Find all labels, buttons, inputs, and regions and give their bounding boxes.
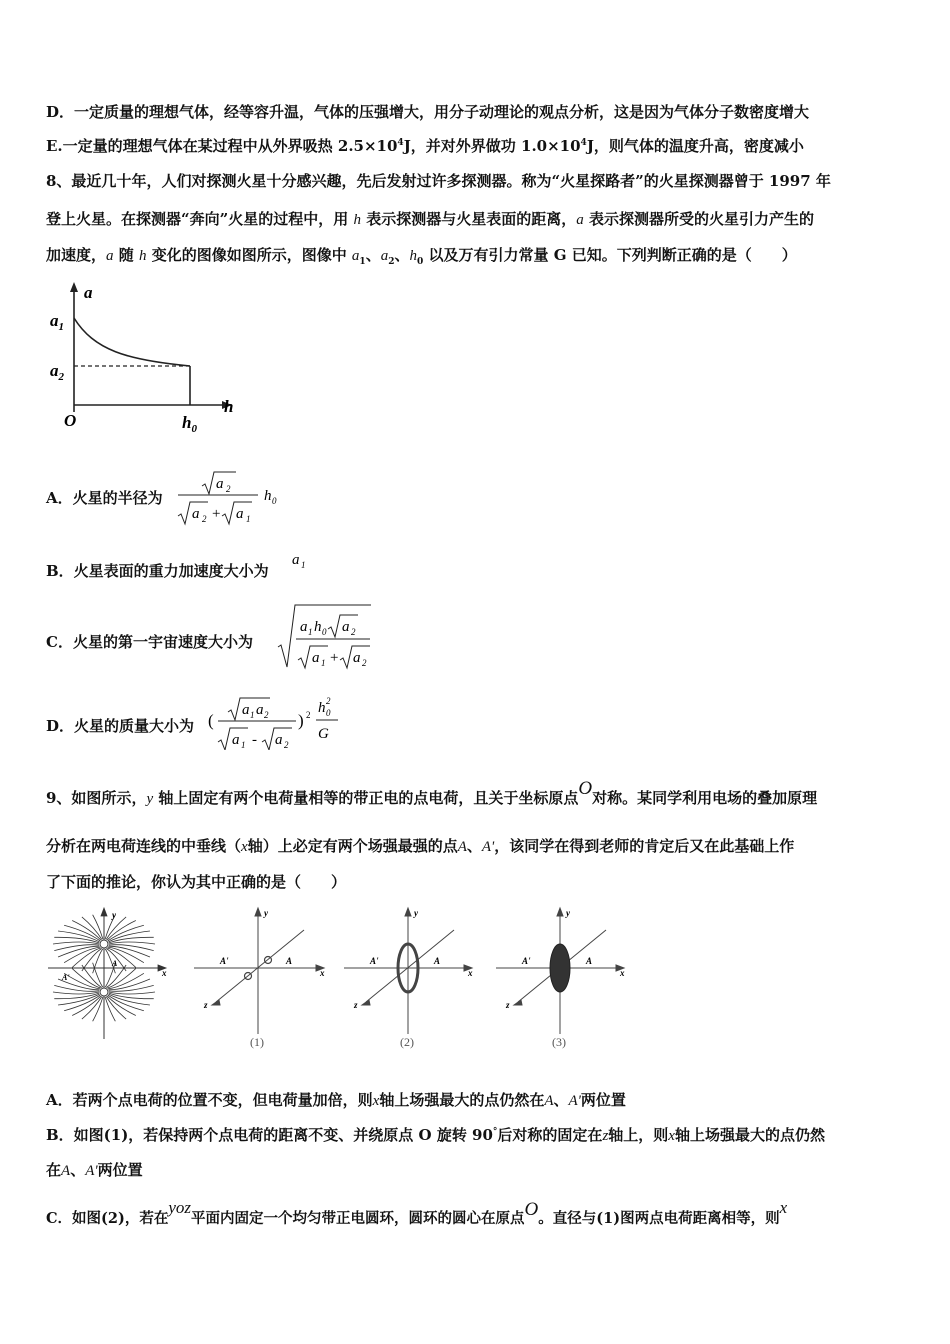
fig0-x-label: x	[162, 968, 167, 978]
svg-text:1: 1	[321, 658, 326, 668]
fig3-x-label: x	[620, 968, 625, 978]
field-line	[93, 997, 103, 1021]
q8-option-c: C．火星的第一宇宙速度大小为	[46, 633, 253, 651]
graph-a2: $a_2$	[50, 361, 64, 383]
svg-text:h: h	[314, 619, 322, 635]
svg-text:a: a	[242, 702, 250, 718]
svg-text:-: -	[252, 732, 257, 748]
svg-text:+: +	[212, 506, 221, 522]
svg-text:2: 2	[284, 740, 289, 750]
fig2-z-label: z	[354, 1000, 358, 1010]
fig2-A-label: A	[434, 956, 441, 966]
q9-option-b-cont: 在A、A'两位置	[46, 1161, 143, 1179]
fig2-A2-label: A'	[370, 956, 379, 966]
figure-3	[496, 908, 624, 1034]
svg-text:(: (	[208, 711, 214, 730]
field-line	[93, 915, 103, 939]
svg-text:a: a	[192, 506, 200, 522]
field-line	[53, 992, 99, 994]
fig1-x-label: x	[320, 968, 325, 978]
svg-text:0: 0	[272, 496, 277, 506]
fig0-y-label: y	[112, 910, 116, 920]
q9-option-a: A．若两个点电荷的位置不变，但电荷量加倍，则x轴上场强最大的点仍然在A、A'两位置	[46, 1091, 626, 1109]
svg-text:h: h	[318, 700, 326, 716]
svg-text:G: G	[318, 726, 329, 742]
svg-text:1: 1	[246, 514, 251, 524]
field-line	[93, 949, 103, 973]
fig3-A2-label: A'	[522, 956, 531, 966]
graph-origin: O	[64, 411, 77, 430]
svg-text:2: 2	[202, 514, 207, 524]
q8-option-a: A．火星的半径为	[46, 489, 163, 507]
q8-option-d-formula	[206, 688, 346, 750]
svg-text:0: 0	[322, 627, 327, 637]
fig1-A-label: A	[286, 956, 293, 966]
svg-text:h: h	[264, 488, 272, 504]
graph-x-label: h	[224, 397, 234, 416]
q9-option-b: B．如图(1)，若保持两个点电荷的距离不变、并绕原点 O 旋转 90°后对称的固定在z轴上，则x轴上场强最大的点仍然	[46, 1126, 825, 1144]
field-line	[109, 942, 155, 944]
q8-option-b-formula	[290, 550, 314, 576]
fig2-x-label: x	[468, 968, 473, 978]
fig2-caption: (2)	[400, 1035, 414, 1049]
svg-text:a: a	[256, 702, 264, 718]
svg-text:2: 2	[264, 710, 269, 720]
svg-text:a: a	[353, 650, 361, 666]
svg-text:2: 2	[306, 710, 311, 720]
svg-text:a: a	[232, 732, 240, 748]
q8-option-a-formula	[176, 460, 286, 526]
q8-option-b: B．火星表面的重力加速度大小为	[46, 562, 269, 580]
field-line	[105, 997, 115, 1021]
graph-h0: $h_0$	[182, 413, 197, 435]
svg-text:1: 1	[250, 710, 255, 720]
field-line	[53, 942, 99, 944]
svg-text:0: 0	[326, 708, 331, 718]
svg-text:2: 2	[226, 484, 231, 494]
svg-text:a: a	[342, 619, 350, 635]
q9-figures	[44, 904, 644, 1054]
svg-text:a: a	[216, 476, 224, 492]
q8-graph	[46, 280, 246, 440]
fig1-z-label: z	[204, 1000, 208, 1010]
q8-stem-line1: 8、最近几十年，人们对探测火星十分感兴趣，先后发射过许多探测器。称为“火星探路者”的火星探测器曾于 1997 年	[46, 172, 831, 190]
svg-text:a: a	[292, 552, 300, 568]
q8-stem-line2: 登上火星。在探测器“奔向”火星的过程中，用 h 表示探测器与火星表面的距离，a 表示探测器所受的火星引力产生的	[46, 210, 814, 228]
fig3-A-label: A	[586, 956, 593, 966]
graph-a1: $a_1$	[50, 311, 64, 333]
svg-text:2: 2	[362, 658, 367, 668]
graph-curve	[74, 318, 190, 366]
q9-stem-line2: 分析在两电荷连线的中垂线（x轴）上必定有两个场强最强的点A、A'，该同学在得到老师的肯定后又在此基础上作	[46, 837, 795, 855]
field-line	[109, 992, 155, 994]
field-line	[93, 963, 103, 987]
fig0-A2-label: A'	[62, 973, 70, 982]
q7-option-d: D．一定质量的理想气体，经等容升温，气体的压强增大，用分子动理论的观点分析，这是因为气体分子数密度增大	[46, 103, 810, 121]
fig2-y-label: y	[414, 908, 418, 918]
svg-text:a: a	[236, 506, 244, 522]
svg-text:1: 1	[308, 627, 313, 637]
svg-text:a: a	[275, 732, 283, 748]
svg-text:2: 2	[326, 696, 331, 706]
figure-1	[194, 908, 324, 1034]
svg-text:2: 2	[351, 627, 356, 637]
fig3-z-label: z	[506, 1000, 510, 1010]
figure-2	[344, 908, 472, 1034]
svg-text:a: a	[300, 619, 308, 635]
q8-option-d: D．火星的质量大小为	[46, 717, 195, 735]
fig1-A2-label: A'	[220, 956, 229, 966]
q8-option-c-formula	[276, 603, 376, 673]
fig0-A-label: A	[112, 959, 118, 968]
q8-stem-line3: 加速度，a 随 h 变化的图像如图所示，图像中 $a_1$、$a_2$、$h_0$ 以及万有引力常量 G 已知。下列判断正确的是（ ）	[46, 246, 797, 267]
fig3-y-label: y	[566, 908, 570, 918]
svg-text:1: 1	[241, 740, 246, 750]
svg-text:1: 1	[301, 560, 306, 570]
q9-option-c: C．如图(2)，若在yoz平面内固定一个均匀带正电圆环，圆环的圆心在原点O。直径与(1)图两点电荷距离相等，则x	[46, 1198, 788, 1227]
svg-text:+: +	[330, 650, 339, 666]
fig1-caption: (1)	[250, 1035, 264, 1049]
q9-stem-line1: 9、如图所示，y 轴上固定有两个电荷量相等的带正电的点电荷，且关于坐标原点O对称。某同学利用电场的叠加原理	[46, 778, 818, 807]
q7-option-e: E.一定量的理想气体在某过程中从外界吸热 $2.5\times 10^4J$，并对外界做功 $1.0\times 10^4J$，则气体的温度升高，密度减小	[46, 137, 804, 155]
q9-stem-line3: 了下面的推论，你认为其中正确的是（ ）	[46, 873, 347, 891]
fig3-caption: (3)	[552, 1035, 566, 1049]
graph-y-label: a	[84, 283, 93, 302]
svg-text:): )	[298, 711, 304, 730]
graph-y-arrow	[70, 282, 78, 292]
fig1-y-label: y	[264, 908, 268, 918]
svg-text:a: a	[312, 650, 320, 666]
